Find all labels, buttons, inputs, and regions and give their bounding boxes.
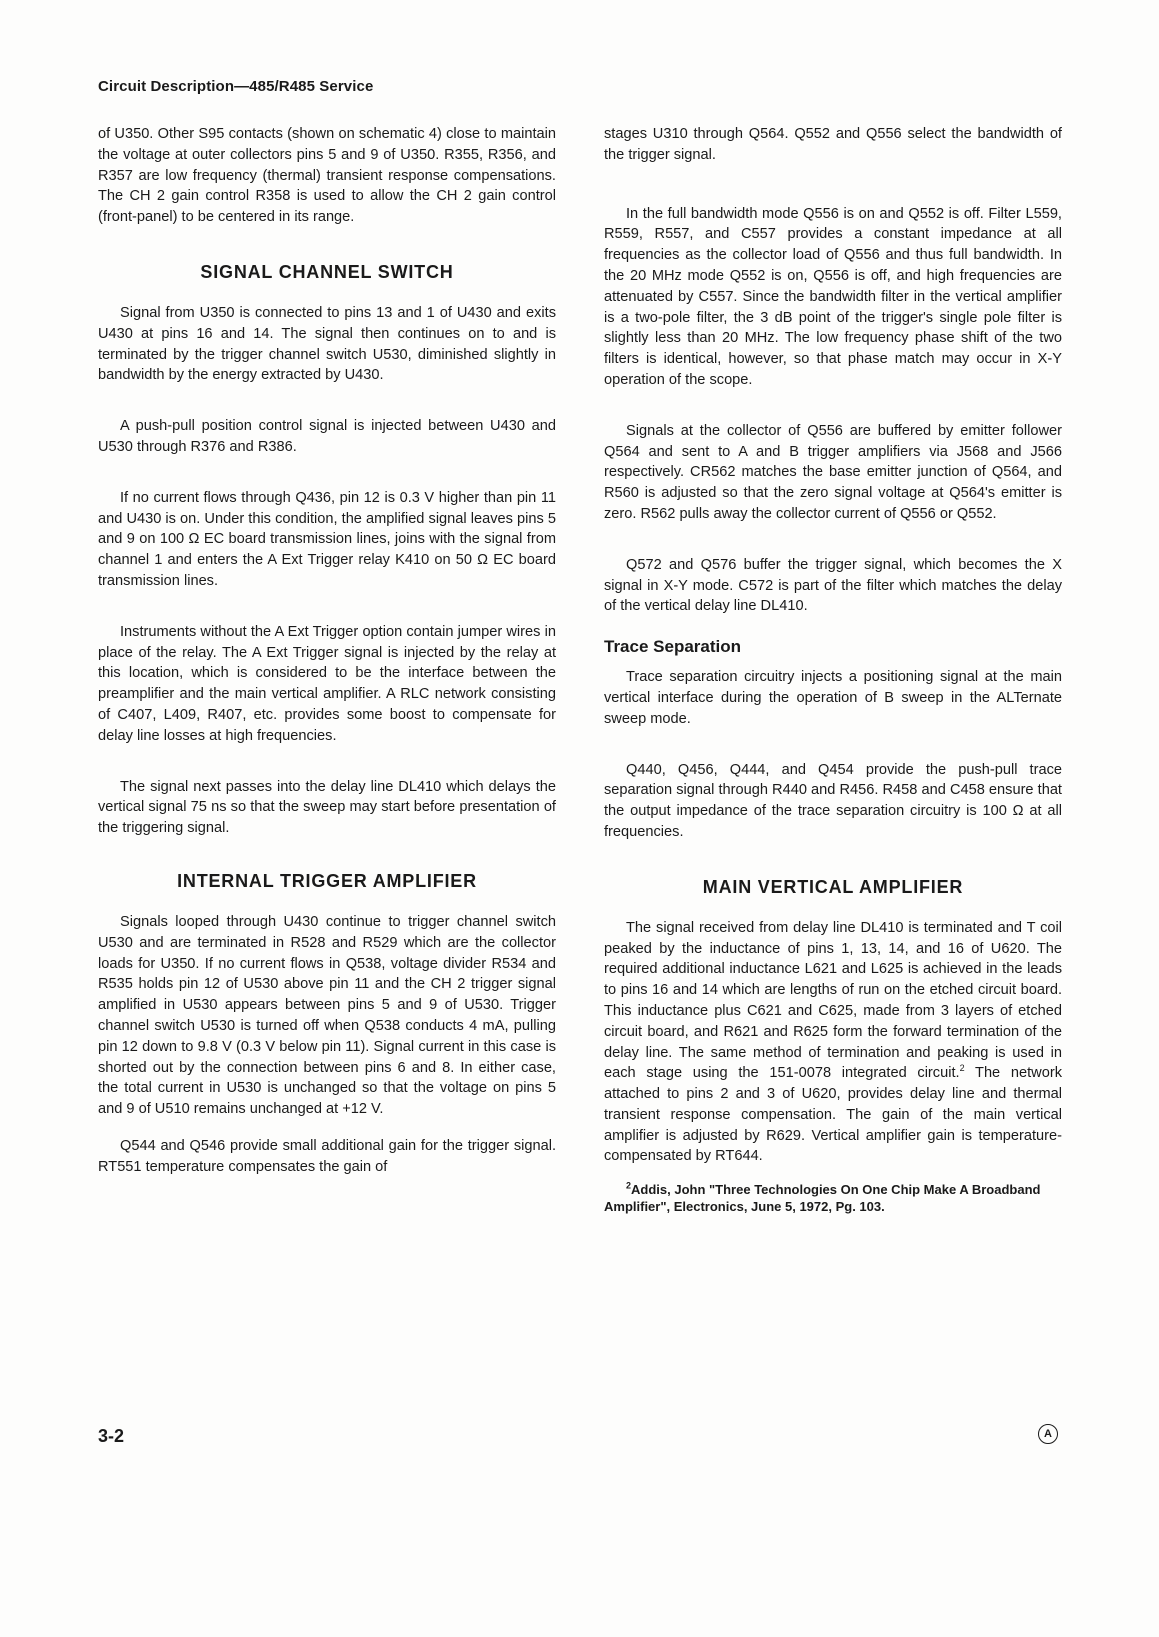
edition-circle-mark: A	[1038, 1424, 1058, 1444]
section-heading-signal-channel-switch: SIGNAL CHANNEL SWITCH	[200, 261, 454, 282]
section-heading-internal-trigger-amplifier: INTERNAL TRIGGER AMPLIFIER	[177, 870, 477, 891]
left-column	[98, 124, 556, 1177]
footnote-text: Addis, John "Three Technologies On One Chip Make A Broadband Amplifier", Electronics, June 5, 1972, Pg. 103.	[604, 1182, 1041, 1215]
paragraph: Signals looped through U430 continue to trigger channel switch U530 and are terminated in R528 and R529 which are the collector loads for U350. If no current flows in Q538, voltage divider R534 and R535 holds pin 12 of U530 above pin 11 and the CH 2 trigger signal amplified in U530 appears between pins 5 and 9 of U530. Trigger channel switch U530 is turned off when Q538 conducts 4 mA, pulling pin 12 down to 9.8 V (0.3 V below pin 11). Signal current in this case is shorted out by the connection between pins 6 and 8. In either case, the total current in U530 is unchanged so that the voltage on pins 5 and 9 of U510 remains unchanged at +12 V.	[98, 913, 556, 1118]
paragraph: Instruments without the A Ext Trigger option contain jumper wires in place of the relay. The A Ext Trigger signal is injected by the relay at this location, which is considered to be the interface between the preamplifier and the main vertical amplifier. A RLC network consisting of C407, L409, R407, etc. provides some boost to compensate for delay line losses at high frequencies.	[98, 623, 556, 744]
right-column	[604, 124, 1062, 1215]
subsection-heading-trace-separation: Trace Separation	[604, 637, 742, 657]
paragraph: If no current flows through Q436, pin 12 is 0.3 V higher than pin 11 and U430 is on. Under this condition, the amplified signal leaves pins 5 and 9 on 100 Ω EC board transmission lines, joins with the signal from channel 1 and enters the A Ext Trigger relay K410 on 50 Ω EC board transmission lines.	[98, 489, 556, 589]
running-header: Circuit Description—485/R485 Service	[98, 78, 374, 95]
paragraph: Signals at the collector of Q556 are buffered by emitter follower Q564 and sent to A and B trigger amplifiers via J568 and J566 respectively. CR562 matches the base emitter junction of Q564, and R560 is adjusted so that the zero signal voltage at Q564's emitter is zero. R562 pulls away the collector current of Q556 or Q552.	[604, 422, 1062, 522]
footnote-reference: 2	[959, 1063, 965, 1074]
paragraph: In the full bandwidth mode Q556 is on and Q552 is off. Filter L559, R559, R557, and C557 provides a constant impedance at all frequencies as the collector load of Q556 and thus full bandwidth. In the 20 MHz mode Q552 is on, Q556 is off, and high frequencies are attenuated by C557. Since the bandwidth filter in the vertical amplifier is a two-pole filter, the 3 dB point of the trigger's single pole filter is slightly less than 20 MHz. The low frequency phase shift of the two filters is identical, however, so that phase match may occur in X-Y operation of the scope.	[604, 205, 1062, 388]
paragraph: Signal from U350 is connected to pins 13 and 1 of U430 and exits U430 at pins 16 and 14. The signal then continues on to and is terminated by the trigger channel switch U530, diminished slightly in bandwidth by the energy extracted by U430.	[98, 304, 556, 384]
paragraph: of U350. Other S95 contacts (shown on schematic 4) close to maintain the voltage at outer collectors pins 5 and 9 of U350. R355, R356, and R357 are low frequency (thermal) transient response compensations. The CH 2 gain control R358 is used to allow the CH 2 gain control (front-panel) to be centered in its range.	[98, 126, 556, 226]
paragraph: Q544 and Q546 provide small additional gain for the trigger signal. RT551 temperature compensates the gain of	[98, 1137, 556, 1175]
paragraph: The signal next passes into the delay line DL410 which delays the vertical signal 75 ns so that the sweep may start before presentation of the triggering signal.	[98, 778, 556, 837]
footnote	[604, 1181, 1062, 1215]
paragraph-text: The signal received from delay line DL410 is terminated and T coil peaked by the inductance of pins 1, 13, 14, and 16 of U620. The required additional inductance L621 and L625 is achieved in the leads to pins 16 and 14 which are lengths of run on the etched circuit board. This inductance plus C621 and C625, made from 3 layers of etched circuit board, and R621 and R625 form the forward termination of the delay line. The same method of termination and peaking is used in each stage using the 151-0078 integrated circuit.	[604, 919, 1062, 1082]
paragraph-text: The network attached to pins 2 and 3 of U620, provides delay line and thermal transient response compensation. The gain of the main vertical amplifier is adjusted by R629. Vertical amplifier gain is temperature-compensated by RT644.	[604, 1065, 1062, 1165]
page-number: 3-2	[98, 1426, 125, 1446]
section-heading-main-vertical-amplifier: MAIN VERTICAL AMPLIFIER	[702, 876, 964, 897]
paragraph: Q572 and Q576 buffer the trigger signal, which becomes the X signal in X-Y mode. C572 is part of the filter which matches the delay of the vertical delay line DL410.	[604, 556, 1062, 615]
paragraph: Q440, Q456, Q444, and Q454 provide the push-pull trace separation signal through R440 and R456. R458 and C458 ensure that the output impedance of the trace separation circuitry is 100 Ω at all frequencies.	[604, 761, 1062, 840]
paragraph: A push-pull position control signal is injected between U430 and U530 through R376 and R386.	[98, 418, 556, 455]
paragraph	[604, 918, 1062, 1168]
paragraph: stages U310 through Q564. Q552 and Q556 select the bandwidth of the trigger signal.	[604, 126, 1062, 163]
paragraph: Trace separation circuitry injects a positioning signal at the main vertical interface during the operation of B sweep in the ALTernate sweep mode.	[604, 669, 1062, 727]
footnote-marker: 2	[626, 1180, 632, 1191]
